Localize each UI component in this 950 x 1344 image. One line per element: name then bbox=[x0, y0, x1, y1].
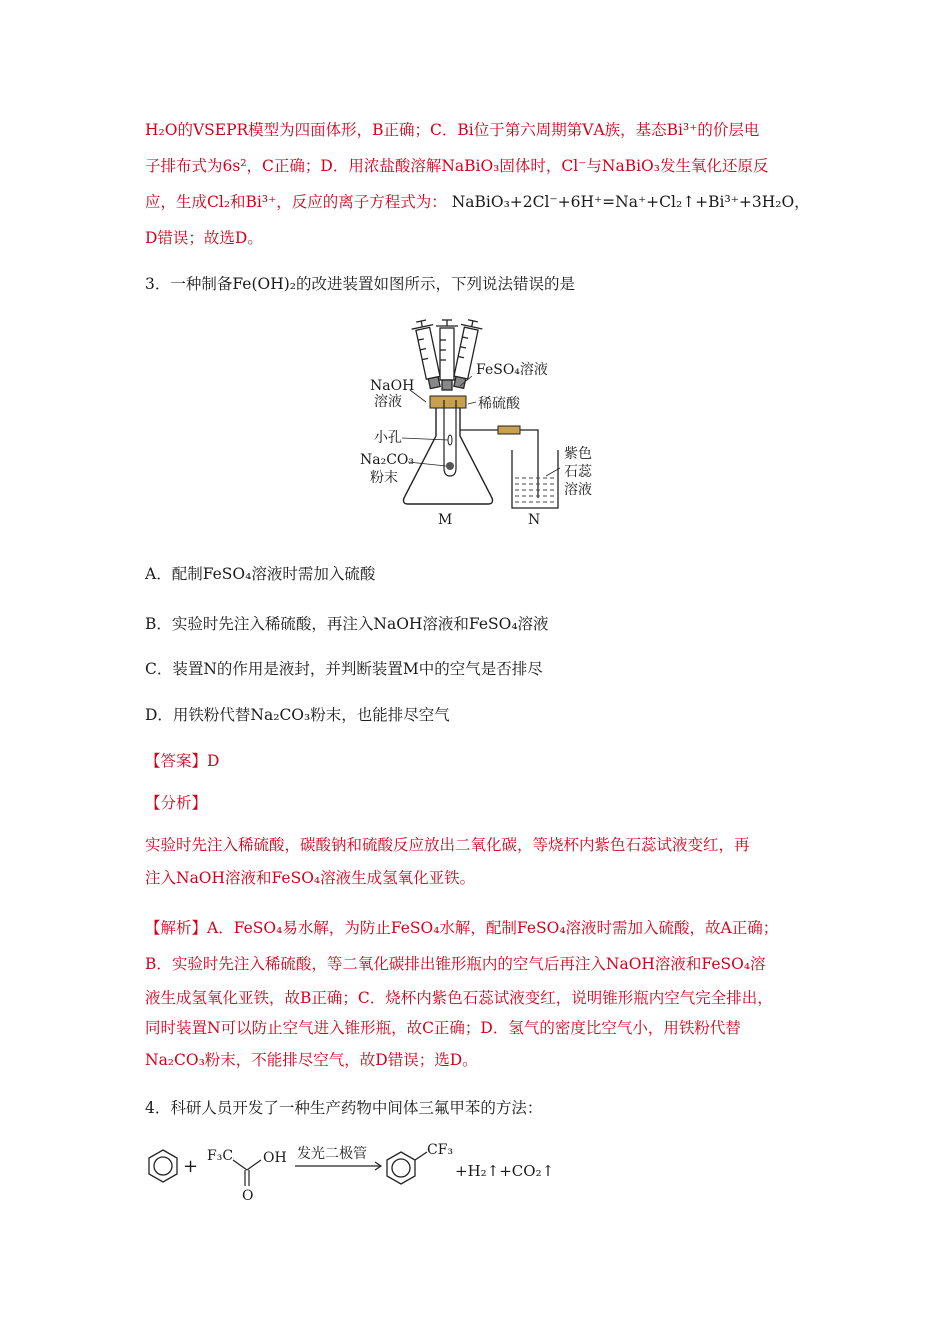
ionic-equation: NaBiO₃+2Cl⁻+6H⁺=Na⁺+Cl₂↑+Bi³⁺+3H₂O， bbox=[451, 193, 810, 211]
label-m: M bbox=[438, 512, 453, 528]
plus-sign: + bbox=[183, 1156, 199, 1177]
apparatus-diagram bbox=[360, 318, 620, 533]
explain-line-2: B．实验时先注入稀硫酸，等二氧化碳排出锥形瓶内的空气后再注入NaOH溶液和FeSO₄溶 bbox=[145, 955, 766, 973]
question-4-stem: 4．科研人员开发了一种生产药物中间体三氟甲苯的方法： bbox=[145, 1099, 543, 1117]
label-acid: 稀硫酸 bbox=[478, 396, 520, 412]
tfa-o: O bbox=[242, 1188, 254, 1204]
label-hole: 小孔 bbox=[374, 430, 402, 446]
analysis-line-1: 实验时先注入稀硫酸，碳酸钠和硫酸反应放出二氧化碳，等烧杯内紫色石蕊试液变红，再 bbox=[145, 836, 750, 854]
solution-line-3-text: 应，生成Cl₂和Bi³⁺，反应的离子方程式为： bbox=[145, 193, 447, 211]
explain-line-1: 【解析】A．FeSO₄易水解，为防止FeSO₄水解，配制FeSO₄溶液时需加入硫酸，故A正确； bbox=[145, 919, 779, 937]
label-litmus-1: 紫色 bbox=[564, 446, 592, 462]
solution-line-3 bbox=[145, 190, 810, 212]
byproducts: +H₂↑+CO₂↑ bbox=[455, 1162, 555, 1180]
label-n: N bbox=[528, 512, 541, 528]
label-feso4: FeSO₄溶液 bbox=[476, 362, 548, 378]
explain-line-3: 液生成氢氧化亚铁，故B正确；C．烧杯内紫色石蕊试液变红，说明锥形瓶内空气完全排出， bbox=[145, 989, 773, 1007]
label-litmus-2: 石蕊 bbox=[564, 464, 592, 480]
option-c: C．装置N的作用是液封，并判断装置M中的空气是否排尽 bbox=[145, 660, 543, 678]
trifluorotoluene-icon bbox=[387, 1152, 427, 1184]
option-a: A．配制FeSO₄溶液时需加入硫酸 bbox=[145, 565, 376, 583]
question-3-stem: 3．一种制备Fe(OH)₂的改进装置如图所示，下列说法错误的是 bbox=[145, 275, 575, 293]
stopper bbox=[430, 396, 466, 408]
small-hole bbox=[448, 435, 452, 445]
label-na2co3: Na₂CO₃ bbox=[360, 452, 415, 468]
option-b: B．实验时先注入稀硫酸，再注入NaOH溶液和FeSO₄溶液 bbox=[145, 615, 549, 633]
solution-line-1: H₂O的VSEPR模型为四面体形，B正确；C．Bi位于第六周期第ⅤA族，基态Bi³⁺的价层电 bbox=[145, 121, 760, 139]
explain-line-4: 同时装置N可以防止空气进入锥形瓶，故C正确；D．氢气的密度比空气小，用铁粉代替 bbox=[145, 1019, 741, 1037]
option-d: D．用铁粉代替Na₂CO₃粉末，也能排尽空气 bbox=[145, 706, 450, 724]
tfa-oh: OH bbox=[263, 1150, 287, 1166]
label-litmus-3: 溶液 bbox=[564, 482, 592, 498]
tfa-structure bbox=[233, 1160, 261, 1186]
reaction-condition: 发光二极管 bbox=[297, 1146, 367, 1162]
product-cf3: CF₃ bbox=[427, 1142, 454, 1158]
syringe-icon bbox=[410, 319, 483, 390]
tfa-f3c: F₃C bbox=[207, 1148, 234, 1164]
solution-line-2: 子排布式为6s²，C正确；D．用浓盐酸溶解NaBiO₃固体时，Cl⁻与NaBiO₃发生氧化还原反 bbox=[145, 157, 769, 175]
litmus-solution bbox=[515, 478, 555, 502]
label-powder: 粉末 bbox=[370, 470, 398, 486]
label-naoh-solution: 溶液 bbox=[374, 394, 402, 410]
beaker bbox=[512, 450, 558, 508]
label-naoh: NaOH bbox=[370, 378, 415, 394]
analysis-line-2: 注入NaOH溶液和FeSO₄溶液生成氢氧化亚铁。 bbox=[145, 869, 476, 887]
rubber-tube bbox=[498, 426, 520, 434]
explain-line-5: Na₂CO₃粉末，不能排尽空气，故D错误；选D。 bbox=[145, 1051, 478, 1069]
answer: 【答案】D bbox=[145, 752, 220, 770]
na2co3-powder bbox=[446, 462, 454, 470]
reaction-arrow-icon bbox=[295, 1162, 381, 1170]
reaction-scheme bbox=[145, 1138, 585, 1208]
solution-line-4: D错误；故选D。 bbox=[145, 229, 263, 247]
analysis-title: 【分析】 bbox=[145, 794, 208, 812]
conical-flask bbox=[404, 408, 493, 504]
benzene-icon bbox=[149, 1150, 177, 1182]
